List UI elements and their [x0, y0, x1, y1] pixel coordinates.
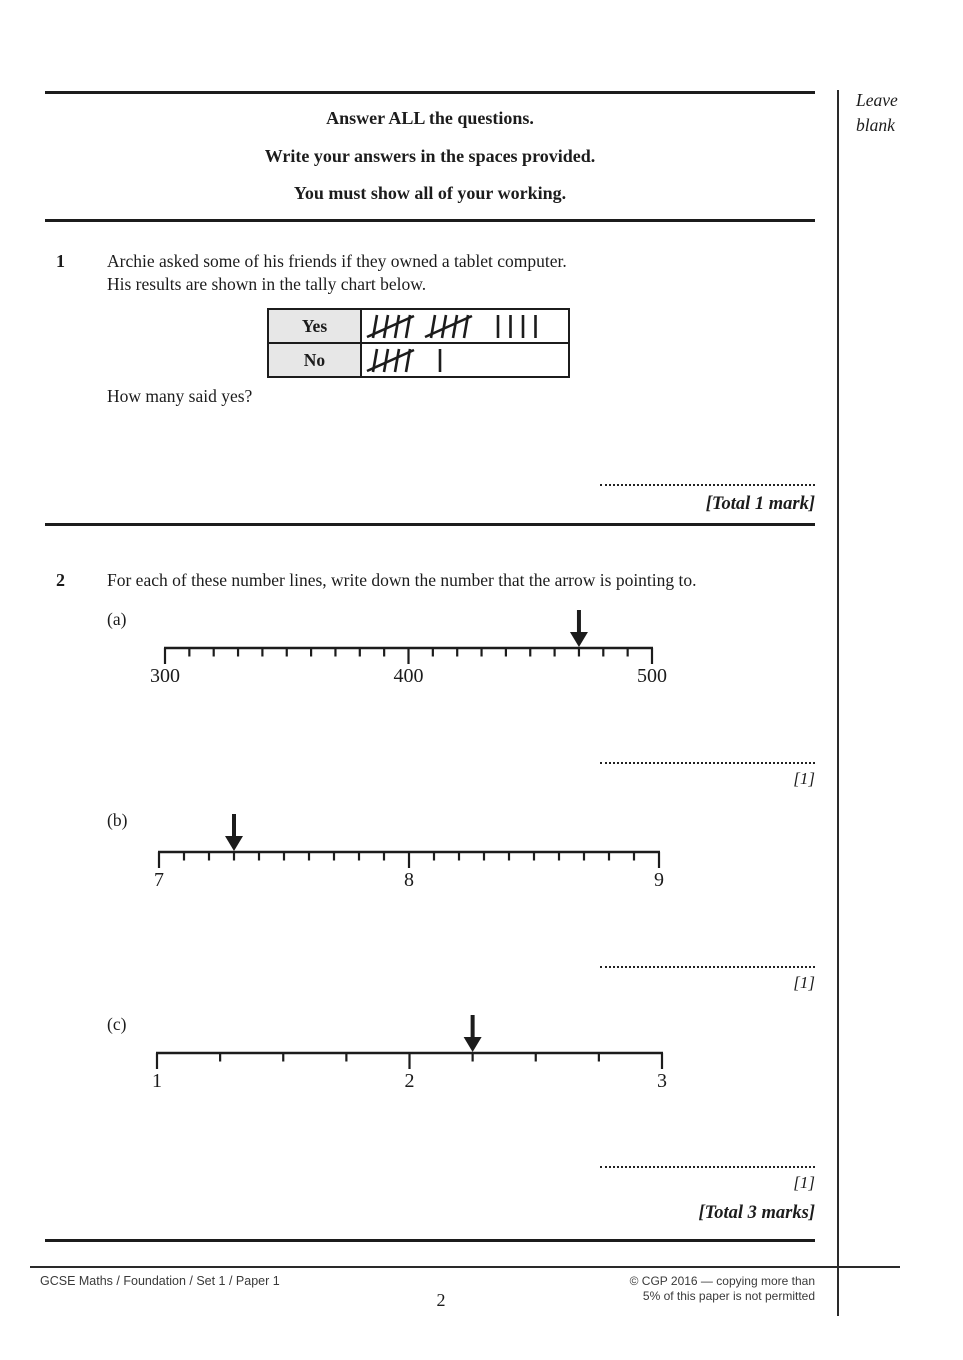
number-line-c: [132, 1009, 682, 1099]
tally-marks-no: [362, 345, 562, 376]
question-1-number: 1: [56, 251, 65, 271]
svg-text:2: 2: [404, 1070, 415, 1092]
instructions-bottom-rule: [45, 219, 815, 222]
tally-row-no: [268, 343, 569, 377]
answer-line-q1: [600, 474, 815, 486]
instruction-line-1: Answer ALL the questions.: [326, 108, 534, 128]
footer-copyright-line1: © CGP 2016 — copying more than: [629, 1274, 815, 1288]
tally-label-yes: Yes: [268, 309, 361, 343]
question-1-prompt-line2: His results are shown in the tally chart below.: [107, 274, 427, 294]
q2-part-c-label: (c): [107, 1014, 127, 1034]
svg-text:1: 1: [152, 1070, 162, 1092]
page-number: 2: [436, 1290, 446, 1310]
tally-marks-yes: [362, 311, 562, 342]
svg-text:500: 500: [637, 665, 667, 687]
q2a-mark: [1]: [793, 769, 815, 788]
svg-text:300: 300: [150, 665, 180, 687]
answer-line-q2a: [600, 752, 815, 764]
footer-copyright-line2: 5% of this paper is not permitted: [642, 1289, 815, 1303]
q1-total-marks: [Total 1 mark]: [705, 494, 815, 514]
svg-text:9: 9: [654, 869, 664, 891]
footer-copyright: [560, 1274, 815, 1304]
number-line-a: [140, 604, 680, 694]
tally-label-no: No: [268, 343, 361, 377]
leave-blank-line1: Leave: [856, 90, 898, 110]
q2-section-rule: [45, 1239, 815, 1242]
q2c-mark: [1]: [793, 1173, 815, 1192]
tally-chart: [267, 308, 570, 378]
footer-paper-title: GCSE Maths / Foundation / Set 1 / Paper 1: [40, 1274, 280, 1288]
q2b-mark: [1]: [793, 973, 815, 992]
q1-section-rule: [45, 523, 815, 526]
leave-blank-line2: blank: [856, 115, 895, 136]
tally-row-yes: [268, 309, 569, 343]
instruction-line-3: You must show all of your working.: [293, 183, 567, 203]
svg-text:3: 3: [657, 1070, 667, 1092]
footer-rule: [30, 1266, 900, 1268]
svg-text:8: 8: [404, 869, 414, 891]
svg-text:400: 400: [393, 665, 424, 687]
question-1-text: How many said yes?: [107, 386, 253, 406]
number-line-b: [134, 808, 684, 898]
q2-part-a-label: (a): [107, 609, 127, 629]
top-rule: [45, 91, 815, 94]
question-1-prompt-line1: Archie asked some of his friends if they owned a tablet computer.: [107, 251, 567, 271]
q2-total-marks: [Total 3 marks]: [698, 1203, 815, 1223]
leave-blank-label: [856, 88, 898, 139]
leave-blank-divider: [837, 90, 839, 1316]
question-2-prompt: For each of these number lines, write down the number that the arrow is pointing to.: [107, 570, 697, 590]
question-2-number: 2: [56, 570, 65, 590]
svg-text:7: 7: [154, 869, 164, 891]
q2-part-b-label: (b): [107, 810, 128, 830]
answer-line-q2b: [600, 956, 815, 968]
answer-line-q2c: [600, 1156, 815, 1168]
instruction-line-2: Write your answers in the spaces provided.: [264, 146, 596, 166]
